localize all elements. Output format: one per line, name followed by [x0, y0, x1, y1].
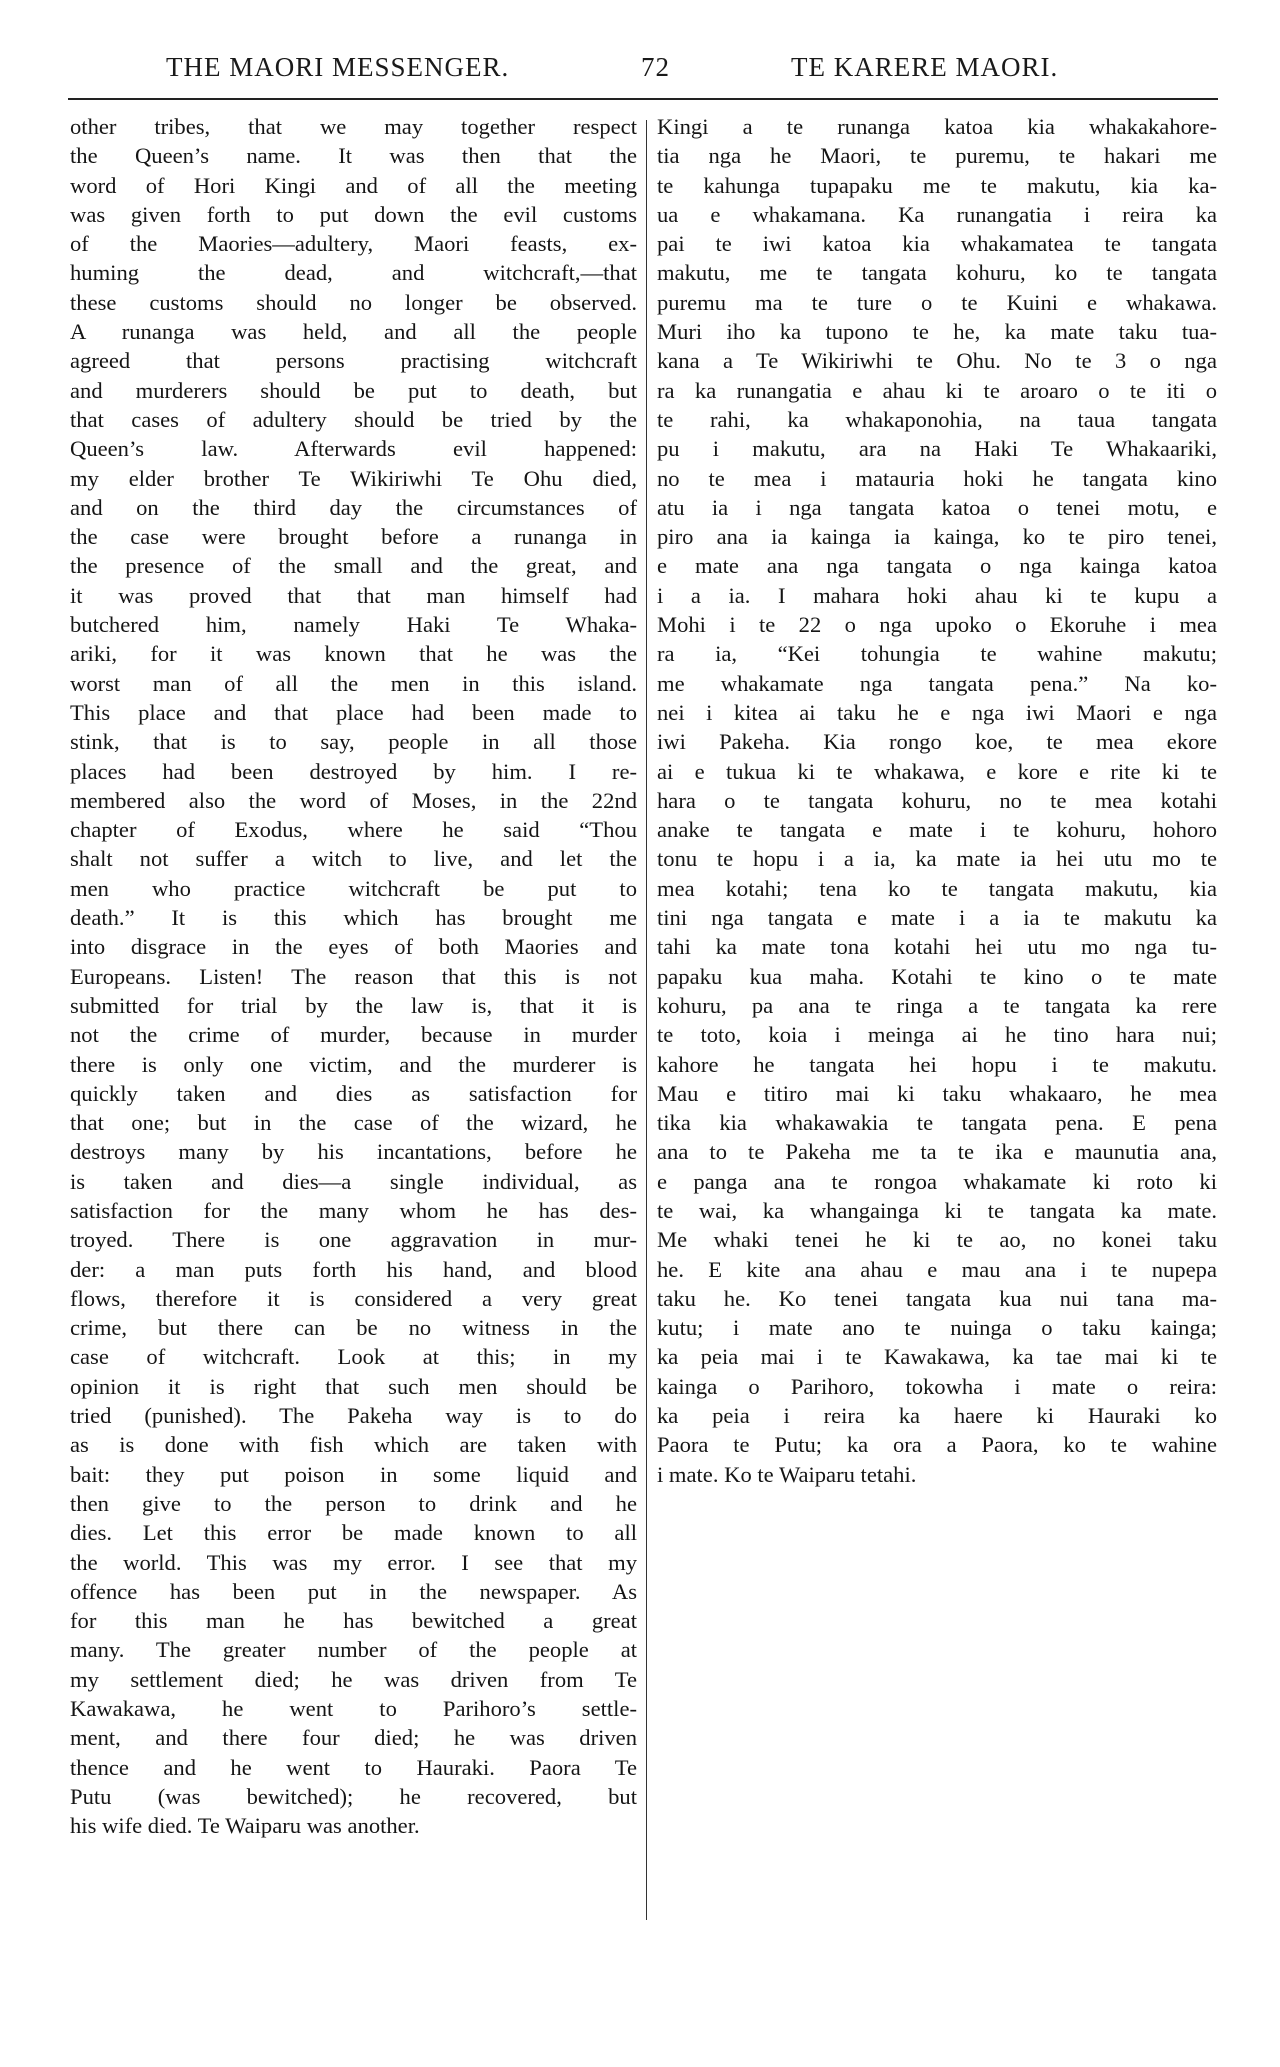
- maori-text-line: ra ka runangatia e ahau ki te aroaro o te iti o: [657, 377, 1217, 403]
- maori-text-line: pai te iwi katoa kia whakamatea te tangata: [657, 231, 1217, 257]
- english-text-line: stink, that is to say, people in all those: [70, 729, 637, 755]
- maori-text-line: kohuru, pa ana te ringa a te tangata ka rere: [657, 992, 1217, 1018]
- english-text-line: membered also the word of Moses, in the 22nd: [70, 787, 637, 813]
- english-text-line: shalt not suffer a witch to live, and let the: [70, 846, 637, 872]
- english-text-line: flows, therefore it is considered a very great: [70, 1285, 637, 1311]
- maori-text-line: ai e tukua ki te whakawa, e kore e rite ki te: [657, 758, 1217, 784]
- english-text-line: ariki, for it was known that he was the: [70, 641, 637, 667]
- maori-text-line: tahi ka mate tona kotahi hei utu mo nga tu-: [657, 934, 1217, 960]
- english-text-line: dies. Let this error be made known to all: [70, 1520, 637, 1546]
- english-text-line: worst man of all the men in this island.: [70, 670, 637, 696]
- maori-text-line: nei i kitea ai taku he e nga iwi Maori e nga: [657, 699, 1217, 725]
- english-text-line: places had been destroyed by him. I re-: [70, 758, 637, 784]
- maori-text-line: ka peia mai i te Kawakawa, ka tae mai ki te: [657, 1344, 1217, 1370]
- maori-text-line: e panga ana te rongoa whakamate ki roto ki: [657, 1168, 1217, 1194]
- english-text-line: word of Hori Kingi and of all the meeting: [70, 172, 637, 198]
- maori-text-line: te kahunga tupapaku me te makutu, kia ka-: [657, 172, 1217, 198]
- maori-text-line: te wai, ka whangainga ki te tangata ka mate.: [657, 1197, 1217, 1223]
- english-text-line: quickly taken and dies as satisfaction for: [70, 1080, 637, 1106]
- maori-text-line: tonu te hopu i a ia, ka mate ia hei utu mo te: [657, 846, 1217, 872]
- maori-text-line: kana a Te Wikiriwhi te Ohu. No te 3 o nga: [657, 348, 1217, 374]
- maori-text-line: Muri iho ka tupono te he, ka mate taku tua-: [657, 319, 1217, 345]
- english-text-line: crime, but there can be no witness in the: [70, 1315, 637, 1341]
- maori-text-line: puremu ma te ture o te Kuini e whakawa.: [657, 289, 1217, 315]
- english-text-line: and murderers should be put to death, but: [70, 377, 637, 403]
- maori-text-line: kutu; i mate ano te nuinga o taku kainga;: [657, 1315, 1217, 1341]
- english-text-line: satisfaction for the many whom he has des-: [70, 1197, 637, 1223]
- english-text-line: offence has been put in the newspaper. As: [70, 1578, 637, 1604]
- maori-text-line: me whakamate nga tangata pena.” Na ko-: [657, 670, 1217, 696]
- english-text-line: ment, and there four died; he was driven: [70, 1725, 637, 1751]
- english-text-line: huming the dead, and witchcraft,—that: [70, 260, 637, 286]
- maori-text-line: tika kia whakawakia te tangata pena. E pena: [657, 1110, 1217, 1136]
- maori-text-line: te rahi, ka whakaponohia, na taua tangata: [657, 406, 1217, 432]
- english-text-line: that one; but in the case of the wizard, he: [70, 1110, 637, 1136]
- english-text-line: submitted for trial by the law is, that it is: [70, 992, 637, 1018]
- maori-text-line: mea kotahi; tena ko te tangata makutu, kia: [657, 875, 1217, 901]
- english-text-line: then give to the person to drink and he: [70, 1490, 637, 1516]
- maori-column: [657, 112, 1217, 1489]
- english-text-line: death.” It is this which has brought me: [70, 905, 637, 931]
- english-text-line: the world. This was my error. I see that my: [70, 1549, 637, 1575]
- maori-text-line: Kingi a te runanga katoa kia whakakahore-: [657, 114, 1217, 139]
- english-text-line: This place and that place had been made to: [70, 699, 637, 725]
- maori-text-line: i mate. Ko te Waiparu tetahi.: [657, 1461, 917, 1487]
- english-text-line: A runanga was held, and all the people: [70, 319, 637, 345]
- maori-text-line: te toto, koia i meinga ai he tino hara nui;: [657, 1022, 1217, 1048]
- maori-text-line: piro ana ia kainga ia kainga, ko te piro tenei,: [657, 524, 1217, 550]
- english-text-line: not the crime of murder, because in murder: [70, 1022, 637, 1048]
- header-rule: [68, 98, 1218, 100]
- maori-text-line: ua e whakamana. Ka runangatia i reira ka: [657, 201, 1217, 227]
- english-text-line: butchered him, namely Haki Te Whaka-: [70, 612, 637, 638]
- english-text-line: Queen’s law. Afterwards evil happened:: [70, 436, 637, 462]
- english-text-line: there is only one victim, and the murderer is: [70, 1051, 637, 1077]
- english-text-line: many. The greater number of the people at: [70, 1637, 637, 1663]
- english-text-line: for this man he has bewitched a great: [70, 1608, 637, 1634]
- page-number: 72: [641, 52, 670, 82]
- maori-text-line: makutu, me te tangata kohuru, ko te tangata: [657, 260, 1217, 286]
- english-text-line: my elder brother Te Wikiriwhi Te Ohu died,: [70, 465, 637, 491]
- english-text-line: of the Maories—adultery, Maori feasts, ex-: [70, 231, 637, 257]
- english-text-line: as is done with fish which are taken with: [70, 1432, 637, 1458]
- english-masthead: THE MAORI MESSENGER.: [166, 52, 510, 82]
- english-text-line: thence and he went to Hauraki. Paora Te: [70, 1754, 637, 1780]
- maori-text-line: tini nga tangata e mate i a ia te makutu ka: [657, 905, 1217, 931]
- english-text-line: the case were brought before a runanga in: [70, 524, 637, 550]
- english-text-line: into disgrace in the eyes of both Maories and: [70, 934, 637, 960]
- maori-text-line: ana to te Pakeha me ta te ika e maunutia ana,: [657, 1139, 1217, 1165]
- maori-text-line: iwi Pakeha. Kia rongo koe, te mea ekore: [657, 729, 1217, 755]
- english-text-line: these customs should no longer be observed.: [70, 289, 637, 315]
- english-text-line: chapter of Exodus, where he said “Thou: [70, 817, 637, 843]
- maori-text-line: papaku kua maha. Kotahi te kino o te mate: [657, 963, 1217, 989]
- english-text-line: Kawakawa, he went to Parihoro’s settle-: [70, 1696, 637, 1722]
- english-text-line: case of witchcraft. Look at this; in my: [70, 1344, 637, 1370]
- english-text-line: Europeans. Listen! The reason that this is not: [70, 963, 637, 989]
- english-text-line: was given forth to put down the evil customs: [70, 201, 637, 227]
- maori-text-line: no te mea i matauria hoki he tangata kino: [657, 465, 1217, 491]
- english-text-line: destroys many by his incantations, before he: [70, 1139, 637, 1165]
- maori-text-line: anake te tangata e mate i te kohuru, hohoro: [657, 817, 1217, 843]
- english-text-line: my settlement died; he was driven from Te: [70, 1666, 637, 1692]
- maori-text-line: kainga o Parihoro, tokowha i mate o reira:: [657, 1373, 1217, 1399]
- english-text-line: the presence of the small and the great, and: [70, 553, 637, 579]
- maori-text-line: Mohi i te 22 o nga upoko o Ekoruhe i mea: [657, 612, 1217, 638]
- maori-text-line: hara o te tangata kohuru, no te mea kotahi: [657, 787, 1217, 813]
- english-text-line: tried (punished). The Pakeha way is to do: [70, 1403, 637, 1429]
- english-column: [70, 112, 637, 1841]
- page-header: [58, 52, 1218, 92]
- english-text-line: agreed that persons practising witchcraft: [70, 348, 637, 374]
- maori-text-line: ra ia, “Kei tohungia te wahine makutu;: [657, 641, 1217, 667]
- english-text-line: and on the third day the circumstances of: [70, 494, 637, 520]
- maori-text-line: e mate ana nga tangata o nga kainga katoa: [657, 553, 1217, 579]
- english-text-line: men who practice witchcraft be put to: [70, 875, 637, 901]
- english-text-line: der: a man puts forth his hand, and blood: [70, 1256, 637, 1282]
- english-text-line: Putu (was bewitched); he recovered, but: [70, 1783, 637, 1809]
- maori-text-line: tia nga he Maori, te puremu, te hakari me: [657, 143, 1217, 169]
- english-text-line: is taken and dies—a single individual, as: [70, 1168, 637, 1194]
- maori-text-line: he. E kite ana ahau e mau ana i te nupepa: [657, 1256, 1217, 1282]
- english-text-line: it was proved that that man himself had: [70, 582, 637, 608]
- maori-text-line: ka peia i reira ka haere ki Hauraki ko: [657, 1403, 1217, 1429]
- maori-text-line: pu i makutu, ara na Haki Te Whakaariki,: [657, 436, 1217, 462]
- english-text-line: that cases of adultery should be tried by the: [70, 406, 637, 432]
- maori-masthead: TE KARERE MAORI.: [791, 52, 1059, 82]
- maori-text-line: Paora te Putu; ka ora a Paora, ko te wahine: [657, 1432, 1217, 1458]
- column-divider: [646, 120, 647, 1920]
- english-text-line: opinion it is right that such men should be: [70, 1373, 637, 1399]
- english-text-line: bait: they put poison in some liquid and: [70, 1461, 637, 1487]
- english-text-line: his wife died. Te Waiparu was another.: [70, 1813, 420, 1839]
- maori-text-line: Me whaki tenei he ki te ao, no konei taku: [657, 1227, 1217, 1253]
- maori-text-line: atu ia i nga tangata katoa o tenei motu, e: [657, 494, 1217, 520]
- english-text-line: other tribes, that we may together respect: [70, 114, 637, 139]
- maori-text-line: Mau e titiro mai ki taku whakaaro, he mea: [657, 1080, 1217, 1106]
- maori-text-line: taku he. Ko tenei tangata kua nui tana ma-: [657, 1285, 1217, 1311]
- maori-text-line: i a ia. I mahara hoki ahau ki te kupu a: [657, 582, 1217, 608]
- maori-text-line: kahore he tangata hei hopu i te makutu.: [657, 1051, 1217, 1077]
- english-text-line: troyed. There is one aggravation in mur-: [70, 1227, 637, 1253]
- english-text-line: the Queen’s name. It was then that the: [70, 143, 637, 169]
